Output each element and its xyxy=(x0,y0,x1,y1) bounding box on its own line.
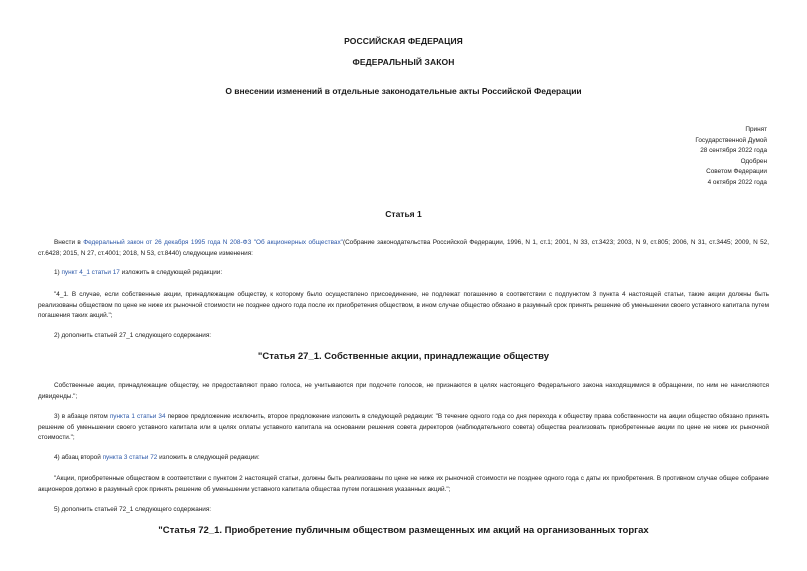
item3-link[interactable]: пункта 1 статьи 34 xyxy=(109,413,166,420)
doc-type-heading: ФЕДЕРАЛЬНЫЙ ЗАКОН xyxy=(352,57,455,67)
law-link[interactable]: Федеральный закон от 26 декабря 1995 года N 208-ФЗ "Об акционерных обществах" xyxy=(83,239,343,246)
article-heading: Статья 1 xyxy=(385,209,422,219)
adoption-block xyxy=(567,125,767,188)
adoption-line: 4 октября 2022 года xyxy=(707,178,767,186)
quote1-text: "4_1. В случае, если собственные акции, принадлежащие обществу, к которому было осуществлено присоединение, не подлежат погашению в соответствии с подпунктом 3 пункта 4 настоящей статьи, такие акции должны быть реализованы обществом по цене не ниже их рыночной стоимости не позднее одного года после их приобретения обществом, в ином случае общество обязано в разумный срок принять решение об уменьшении своего уставного капитала путем погашения таких акций."; xyxy=(38,291,769,320)
article-27-1-heading: "Статья 27_1. Собственные акции, принадлежащие обществу xyxy=(257,351,550,362)
item4-link[interactable]: пункта 3 статьи 72 xyxy=(102,454,158,461)
adoption-line: Государственной Думой xyxy=(695,136,767,144)
intro-pre: Внести в xyxy=(54,239,84,246)
quote-4 xyxy=(38,474,769,495)
item4-pre: 4) абзац второй xyxy=(54,454,103,461)
item-1 xyxy=(38,268,769,279)
quote-1 xyxy=(38,290,769,322)
item4-post: изложить в следующей редакции: xyxy=(157,454,260,461)
item-3 xyxy=(38,412,769,444)
item1-post: изложить в следующей редакции: xyxy=(119,269,223,276)
adoption-line: 28 сентября 2022 года xyxy=(700,147,767,154)
art27-text: Собственные акции, принадлежащие обществу, не предоставляют право голоса, не учитываются при подсчете голосов, не признаются в целях настоящего Федерального закона находящимися в обращении, по ним не начисляются дивиденды."; xyxy=(38,382,769,400)
item3-pre: 3) в абзаце пятом xyxy=(54,413,110,420)
intro-post: (Собрание законодательства Российской Федерации, 1996, N 1, ст.1; 2001, N 33, ст.3423; 2003, N 9, ст.805; 2006, N 31, ст.3445; 2009, N 52, ст.6428; 2015, N 27, ст.4001; 2018, N 53, ст.8440) следующие изменения: xyxy=(38,239,770,257)
item-5 xyxy=(38,505,769,516)
article-intro xyxy=(38,238,769,259)
item5-text: 5) дополнить статьей 72_1 следующего содержания: xyxy=(54,506,212,513)
adoption-line: Одобрен xyxy=(740,157,767,165)
item3-post: первое предложение исключить, второе предложение изложить в следующей редакции: "В течение одного года со дня перехода к обществу права собственности на акции общество обязано принять решение об уменьшении своего уставного капитала или в целях оплаты уставного капитала на основании решения совета директоров (наблюдательного совета) общества реализовать приобретенные акции по цене не ниже их рыночной стоимости."; xyxy=(38,413,769,442)
document-title: О внесении изменений в отдельные законодательные акты Российской Федерации xyxy=(225,86,582,96)
country-heading: РОССИЙСКАЯ ФЕДЕРАЦИЯ xyxy=(344,36,463,46)
article-72-1-heading: "Статья 72_1. Приобретение публичным обществом размещенных им акций на организованных торгах xyxy=(158,525,649,536)
adoption-line: Принят xyxy=(745,126,767,133)
item2-text: 2) дополнить статьей 27_1 следующего содержания: xyxy=(54,332,212,339)
item-2 xyxy=(38,331,769,342)
adoption-line: Советом Федерации xyxy=(706,168,767,175)
quote4-text: "Акции, приобретенные обществом в соответствии с пунктом 2 настоящей статьи, должны быть реализованы по цене не ниже их рыночной стоимости не позднее одного года с даты их приобретения. В противном случае общее собрание акционеров должно в разумный срок принять решение об уменьшении уставного капитала общества путем погашения указанных акций."; xyxy=(38,475,769,493)
item-4 xyxy=(38,453,769,464)
item1-link[interactable]: пункт 4_1 статьи 17 xyxy=(61,269,120,276)
article-27-1-text xyxy=(38,381,769,402)
item1-pre: 1) xyxy=(54,269,62,276)
